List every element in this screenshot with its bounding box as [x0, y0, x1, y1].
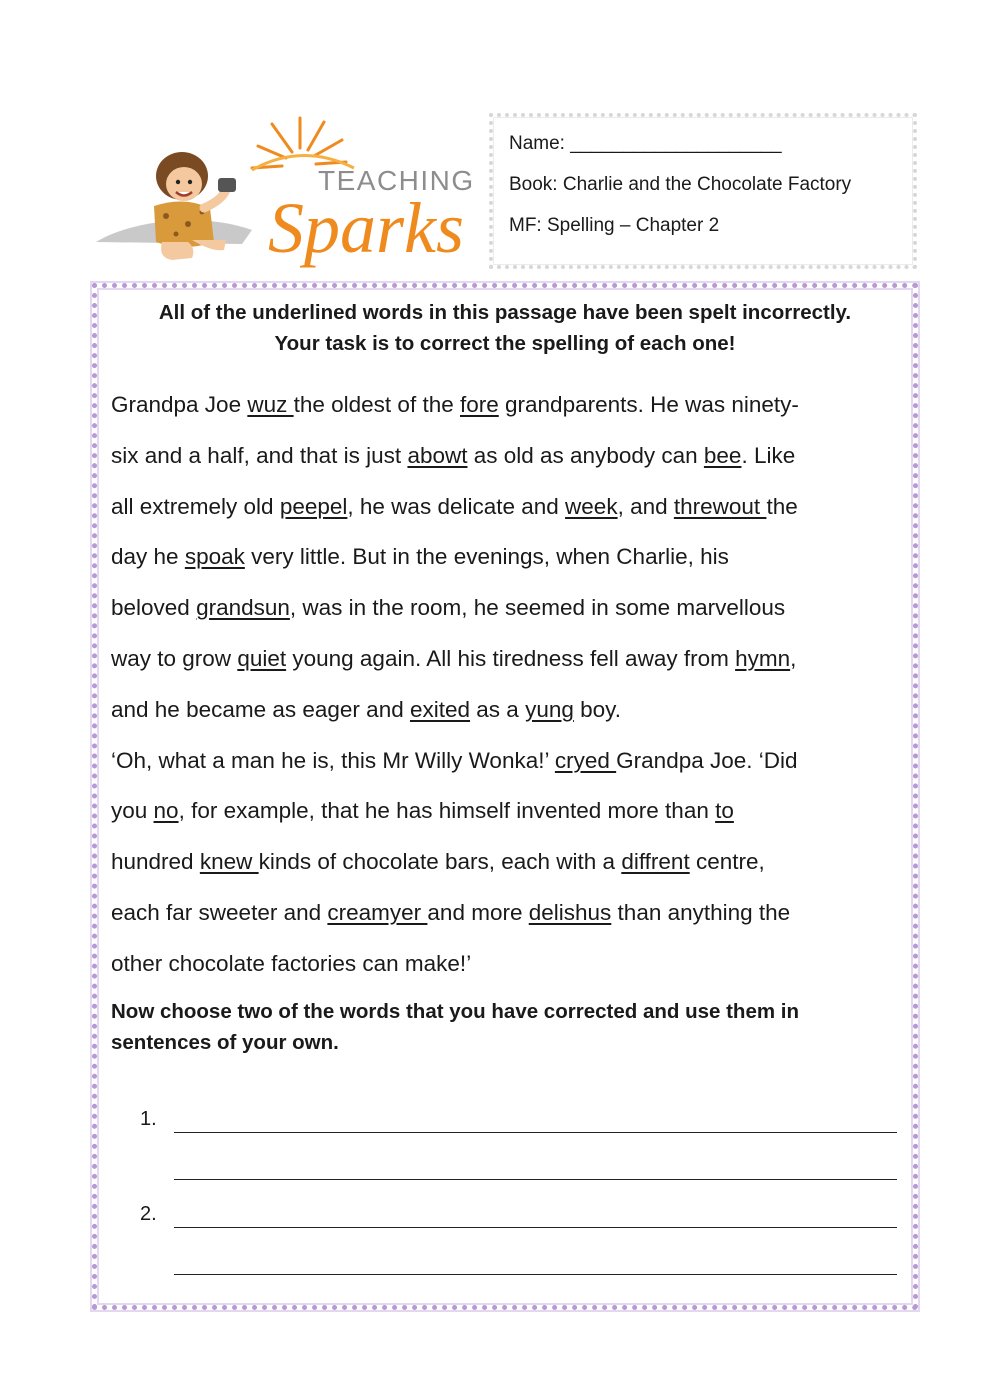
passage-line: [111, 786, 911, 837]
passage-text: . Like: [741, 442, 796, 468]
instruction-line: Your task is to correct the spelling of each one!: [274, 332, 736, 355]
passage-text: other chocolate factories can make!’: [111, 950, 472, 976]
misspelled-word: to: [715, 798, 734, 824]
passage-text: and more: [427, 899, 529, 925]
misspelled-word: creamyer: [327, 899, 428, 925]
passage-text: all extremely old: [111, 493, 280, 519]
passage-text: grandparents. He was ninety-: [498, 392, 799, 417]
misspelled-word: peepel: [279, 493, 348, 519]
misspelled-word: wuz: [247, 392, 294, 417]
misspelled-word: bee: [703, 442, 742, 468]
misspelled-word: yung: [525, 696, 574, 722]
answer-line[interactable]: [174, 1227, 897, 1228]
passage-text: day he: [111, 544, 185, 570]
book-title: Book: Charlie and the Chocolate Factory: [509, 174, 852, 195]
passage-text: , and: [617, 493, 674, 519]
logo-sparks-text: Sparks: [268, 188, 464, 268]
misspelled-word: threwout: [673, 493, 767, 519]
passage-text: as a: [470, 696, 526, 722]
name-field[interactable]: Name: ____________________: [509, 133, 782, 154]
passage-text: way to grow: [111, 645, 238, 671]
passage-text: boy.: [573, 696, 621, 722]
instructions: [100, 297, 910, 359]
misspelled-word: quiet: [237, 645, 287, 671]
passage-text: ‘Oh, what a man he is, this Mr Willy Wonka!’: [111, 747, 555, 773]
mf-subtitle: MF: Spelling – Chapter 2: [509, 215, 720, 236]
misspelled-word: cryed: [554, 747, 617, 773]
passage-line: [111, 939, 911, 990]
misspelled-word: fore: [459, 392, 499, 417]
passage-line: [111, 431, 911, 482]
passage-text: , for example, that he has himself invented more than: [178, 798, 716, 824]
misspelled-word: hymn: [735, 645, 791, 671]
passage-text: Grandpa Joe. ‘Did: [616, 747, 798, 773]
misspelled-word: spoak: [184, 544, 245, 570]
misspelled-word: week: [565, 493, 618, 519]
task-line: Now choose two of the words that you have corrected and use them in: [111, 1000, 799, 1023]
passage-line: [111, 482, 911, 533]
passage-text: six and a half, and that is just: [111, 442, 408, 468]
misspelled-word: grandsun: [196, 595, 290, 621]
task-prompt: [111, 996, 901, 1058]
passage-line: [111, 380, 911, 431]
passage-line: [111, 532, 911, 583]
passage-text: the oldest of the: [293, 392, 460, 417]
logo-teaching-text: TEACHING: [318, 165, 472, 196]
misspelled-word: knew: [199, 849, 259, 875]
passage-text: ,: [790, 645, 797, 671]
passage-text: very little. But in the evenings, when Charlie, his: [244, 544, 729, 570]
misspelled-word: exited: [409, 696, 471, 722]
passage-line: [111, 685, 911, 736]
passage-line: [111, 736, 911, 787]
passage-line: [111, 837, 911, 888]
header-info-box: [489, 113, 917, 269]
passage-line: [111, 583, 911, 634]
passage-text: , was in the room, he seemed in some marvellous: [289, 595, 786, 621]
instruction-line: All of the underlined words in this passage have been spelt incorrectly.: [158, 301, 852, 324]
task-line: sentences of your own.: [111, 1031, 339, 1054]
passage-text: and he became as eager and: [111, 696, 410, 722]
passage-text: young again. All his tiredness fell away from: [286, 645, 736, 671]
teaching-sparks-logo: [92, 112, 472, 272]
answer-line[interactable]: [174, 1274, 897, 1275]
answer-number: 1.: [140, 1108, 157, 1130]
answer-line[interactable]: [174, 1132, 897, 1133]
misspelled-word: delishus: [528, 899, 612, 925]
passage-line: [111, 634, 911, 685]
passage-text: beloved: [111, 595, 197, 621]
passage-line: [111, 888, 911, 939]
answer-number: 2.: [140, 1203, 157, 1225]
passage-text: hundred: [111, 849, 200, 875]
misspelled-word: no: [153, 798, 179, 824]
caveman-mascot-icon: [154, 152, 236, 260]
misspelled-word: abowt: [407, 442, 468, 468]
passage-text: Grandpa Joe: [111, 392, 248, 417]
passage-text: as old as anybody can: [467, 442, 704, 468]
passage: [111, 380, 911, 990]
passage-text: kinds of chocolate bars, each with a: [258, 849, 622, 875]
passage-text: , he was delicate and: [347, 493, 566, 519]
passage-text: each far sweeter and: [111, 899, 328, 925]
misspelled-word: diffrent: [621, 849, 690, 875]
passage-text: than anything the: [611, 899, 791, 925]
passage-text: centre,: [689, 849, 765, 875]
passage-text: you: [111, 798, 154, 824]
answer-line[interactable]: [174, 1179, 897, 1180]
passage-text: the: [766, 493, 798, 519]
